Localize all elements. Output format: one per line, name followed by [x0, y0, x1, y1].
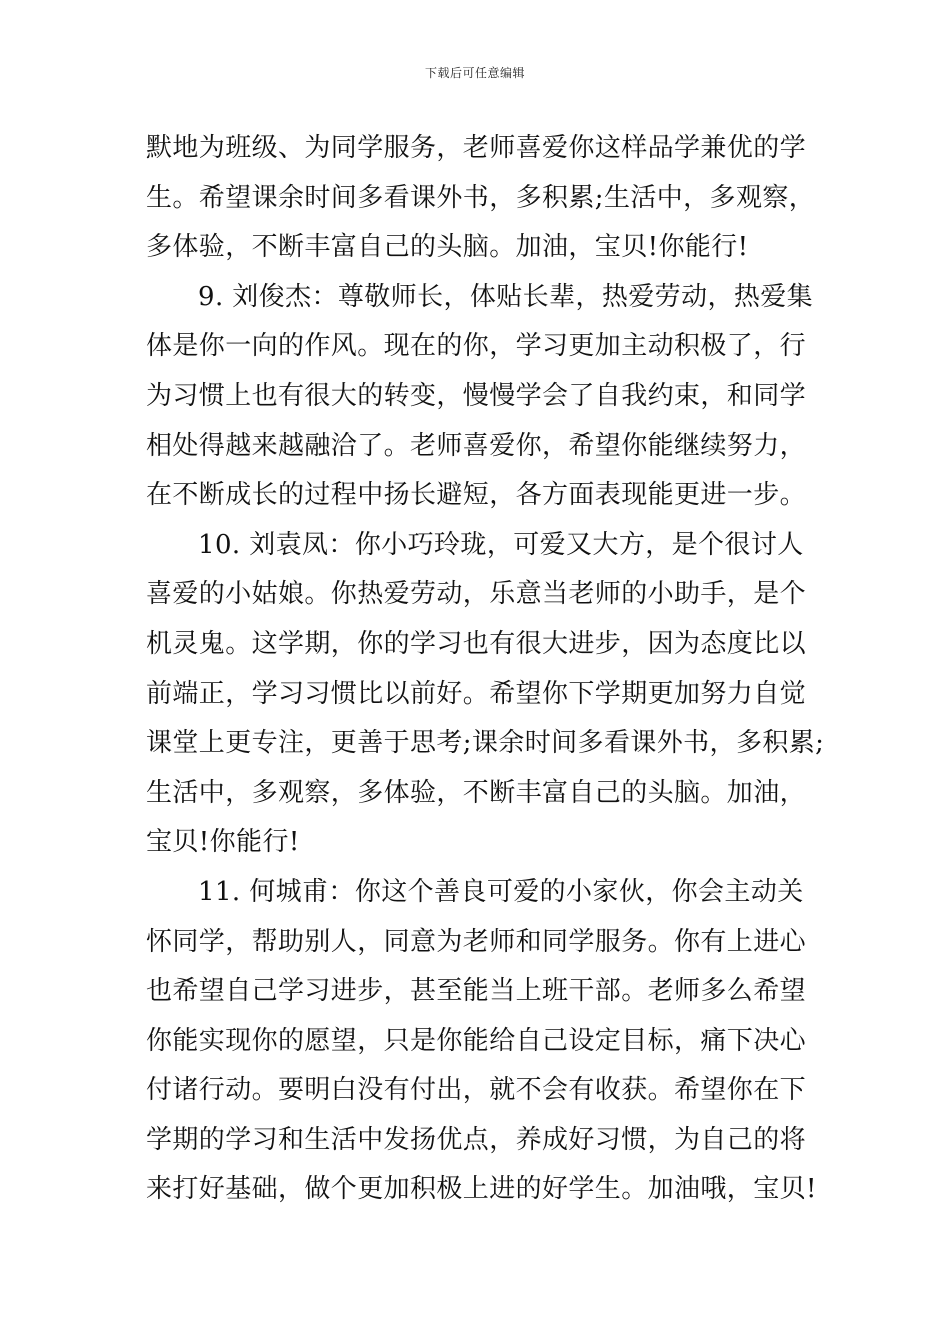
- text-line: 为习惯上也有很大的转变，慢慢学会了自我约束，和同学: [146, 380, 807, 411]
- text-line: 也希望自己学习进步，甚至能当上班干部。老师多么希望: [146, 976, 807, 1007]
- text-line: 在不断成长的过程中扬长避短，各方面表现能更进一步。: [146, 480, 807, 511]
- text-line: 怀同学，帮助别人，同意为老师和同学服务。你有上进心: [146, 926, 807, 957]
- text-line: 多体验，不断丰富自己的头脑。加油，宝贝!你能行!: [146, 232, 749, 263]
- document-body: [146, 124, 826, 1215]
- text-line: 喜爱的小姑娘。你热爱劳动，乐意当老师的小助手，是个: [146, 579, 807, 610]
- paragraph-start-line: 10. 刘袁凤：你小巧玲珑，可爱又大方，是个很讨人: [198, 529, 804, 560]
- paragraph-start-line: 9. 刘俊杰：尊敬师长，体贴长辈，热爱劳动，热爱集: [198, 281, 814, 312]
- text-line: 前端正，学习习惯比以前好。希望你下学期更加努力自觉: [146, 678, 807, 709]
- text-line: 相处得越来越融洽了。老师喜爱你，希望你能继续努力，: [146, 430, 807, 461]
- text-line: 来打好基础，做个更加积极上进的好学生。加油哦，宝贝!: [146, 1174, 817, 1205]
- text-line: 生。希望课余时间多看课外书，多积累;生活中，多观察，: [146, 182, 816, 213]
- text-line: 默地为班级、为同学服务，老师喜爱你这样品学兼优的学: [146, 133, 807, 163]
- text-line: 课堂上更专注，更善于思考;课余时间多看课外书，多积累;: [146, 728, 825, 759]
- text-line: 生活中，多观察，多体验，不断丰富自己的头脑。加油，: [146, 777, 807, 808]
- paragraph-start-line: 11. 何城甫：你这个善良可爱的小家伙，你会主动关: [198, 876, 804, 907]
- text-line: 体是你一向的作风。现在的你，学习更加主动积极了，行: [146, 331, 807, 362]
- text-line: 你能实现你的愿望，只是你能给自己设定目标，痛下决心: [146, 1025, 807, 1056]
- text-line: 学期的学习和生活中发扬优点，养成好习惯，为自己的将: [146, 1124, 807, 1155]
- page-header: 下载后可任意编辑: [424, 66, 525, 80]
- text-line: 机灵鬼。这学期，你的学习也有很大进步，因为态度比以: [146, 628, 807, 659]
- text-line: 付诸行动。要明白没有付出，就不会有收获。希望你在下: [146, 1075, 807, 1106]
- text-line: 宝贝!你能行!: [146, 827, 300, 858]
